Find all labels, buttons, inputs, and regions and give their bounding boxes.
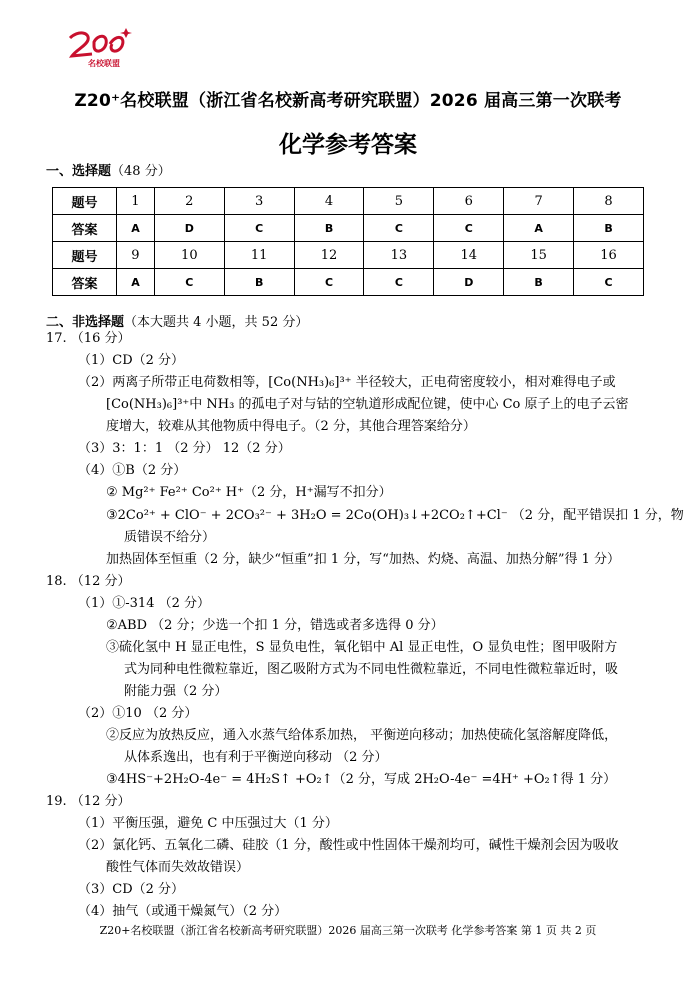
table-cell: B bbox=[294, 215, 364, 242]
table-cell: C bbox=[434, 215, 504, 242]
table-cell: C bbox=[364, 215, 434, 242]
table-cell: 13 bbox=[364, 242, 434, 269]
table-cell: A bbox=[117, 269, 155, 296]
table-cell: 10 bbox=[154, 242, 224, 269]
table-cell: 16 bbox=[574, 242, 644, 269]
section-choice-note: （48 分） bbox=[111, 164, 171, 179]
table-cell: 4 bbox=[294, 188, 364, 215]
question-17-heading: 17. （16 分） bbox=[46, 331, 131, 346]
answer-line: [Co(NH₃)₆]³⁺中 NH₃ 的孤电子对与钴的空轨道形成配位键，使中心 Co 原子上的电子云密 bbox=[106, 397, 629, 412]
table-header-cell: 答案 bbox=[53, 269, 117, 296]
answer-line: （1）平衡压强，避免 C 中压强过大（1 分） bbox=[78, 816, 338, 831]
table-cell: C bbox=[224, 215, 294, 242]
table-header-cell: 题号 bbox=[53, 242, 117, 269]
table-cell: A bbox=[504, 215, 574, 242]
table-row bbox=[53, 188, 644, 215]
page-title: 化学参考答案 bbox=[279, 132, 417, 158]
answer-line: ②ABD （2 分；少选一个扣 1 分，错选或者多选得 0 分） bbox=[106, 618, 444, 633]
answer-line: （4）抽气（或通干燥氮气）（2 分） bbox=[78, 904, 288, 919]
answer-line: 度增大，较难从其他物质中得电子。（2 分，其他合理答案给分） bbox=[106, 419, 476, 434]
question-18-heading: 18. （12 分） bbox=[46, 574, 131, 589]
answer-line: ③2Co²⁺ + ClO⁻ + 2CO₃²⁻ + 3H₂O = 2Co(OH)₃↓+2CO₂↑+Cl⁻ （2 分，配平错误扣 1 分，物 bbox=[106, 508, 684, 523]
section-choice-label: 一、选择题 bbox=[46, 164, 112, 179]
table-cell: D bbox=[434, 269, 504, 296]
exam-header: Z20⁺名校联盟（浙江省名校新高考研究联盟）2026 届高三第一次联考 bbox=[74, 91, 622, 111]
table-cell: C bbox=[364, 269, 434, 296]
table-cell: B bbox=[574, 215, 644, 242]
table-cell: B bbox=[224, 269, 294, 296]
table-cell: 3 bbox=[224, 188, 294, 215]
answer-line: 酸性气体而失效故错误） bbox=[106, 860, 250, 875]
answer-line: ②反应为放热反应，通入水蒸气给体系加热， 平衡逆向移动；加热使硫化氢溶解度降低， bbox=[106, 728, 618, 743]
table-cell: 8 bbox=[574, 188, 644, 215]
table-header-cell: 答案 bbox=[53, 215, 117, 242]
answer-line: ③4HS⁻+2H₂O-4e⁻ = 4H₂S↑ +O₂↑（2 分，写成 2H₂O-4e⁻ =4H⁺ +O₂↑得 1 分） bbox=[106, 772, 617, 787]
answer-line: （1）CD（2 分） bbox=[78, 353, 185, 368]
section-open-heading bbox=[46, 311, 308, 330]
answer-line: （2）氯化钙、五氧化二磷、硅胶（1 分，酸性或中性固体干燥剂均可，碱性干燥剂会因为吸收 bbox=[78, 838, 619, 853]
page-footer: Z20+名校联盟（浙江省名校新高考研究联盟）2026 届高三第一次联考 化学参考答案 第 1 页 共 2 页 bbox=[99, 924, 597, 937]
table-cell: 9 bbox=[117, 242, 155, 269]
answer-line: （4）①B（2 分） bbox=[78, 463, 187, 478]
answer-line: 加热固体至恒重（2 分，缺少“恒重”扣 1 分，写“加热、灼烧、高温、加热分解”得 1 分） bbox=[106, 552, 621, 567]
answer-line: （3）3：1：1 （2 分） 12（2 分） bbox=[78, 441, 291, 456]
table-cell: C bbox=[294, 269, 364, 296]
answer-line: 附能力强（2 分） bbox=[124, 684, 228, 699]
table-cell: C bbox=[574, 269, 644, 296]
answer-line: 式为同种电性微粒靠近，图乙吸附方式为不同电性微粒靠近，不同电性微粒靠近时，吸 bbox=[124, 662, 619, 677]
answer-line: ② Mg²⁺ Fe²⁺ Co²⁺ H⁺（2 分，H⁺漏写不扣分） bbox=[106, 485, 392, 500]
answer-line: 质错误不给分） bbox=[124, 530, 216, 545]
table-cell: 6 bbox=[434, 188, 504, 215]
table-cell: 7 bbox=[504, 188, 574, 215]
table-cell: 2 bbox=[154, 188, 224, 215]
table-cell: C bbox=[154, 269, 224, 296]
logo bbox=[64, 24, 134, 70]
table-cell: 5 bbox=[364, 188, 434, 215]
section-open-note: （本大题共 4 小题，共 52 分） bbox=[124, 315, 309, 330]
table-header-cell: 题号 bbox=[53, 188, 117, 215]
table-cell: B bbox=[504, 269, 574, 296]
logo-text: 名校联盟 bbox=[88, 59, 120, 68]
table-cell: A bbox=[117, 215, 155, 242]
table-row bbox=[53, 242, 644, 269]
table-row bbox=[53, 215, 644, 242]
answer-line: （1）①-314 （2 分） bbox=[78, 596, 211, 611]
table-row bbox=[53, 269, 644, 296]
table-cell: 11 bbox=[224, 242, 294, 269]
answer-line: 从体系逸出，也有利于平衡逆向移动 （2 分） bbox=[124, 750, 388, 765]
question-19-heading: 19. （12 分） bbox=[46, 794, 131, 809]
answer-line: ③硫化氢中 H 显正电性，S 显负电性，氧化铝中 Al 显正电性，O 显负电性；图甲吸附方 bbox=[106, 640, 618, 655]
answer-line: （2）两离子所带正电荷数相等，[Co(NH₃)₆]³⁺ 半径较大，正电荷密度较小，相对难得电子或 bbox=[78, 375, 616, 390]
section-choice-heading bbox=[46, 160, 171, 179]
answer-line: （3）CD（2 分） bbox=[78, 882, 185, 897]
answer-line: （2）①10 （2 分） bbox=[78, 706, 198, 721]
table-cell: 15 bbox=[504, 242, 574, 269]
table-cell: 14 bbox=[434, 242, 504, 269]
section-open-label: 二、非选择题 bbox=[46, 315, 125, 330]
table-cell: D bbox=[154, 215, 224, 242]
table-cell: 1 bbox=[117, 188, 155, 215]
answer-table bbox=[52, 187, 644, 296]
table-cell: 12 bbox=[294, 242, 364, 269]
